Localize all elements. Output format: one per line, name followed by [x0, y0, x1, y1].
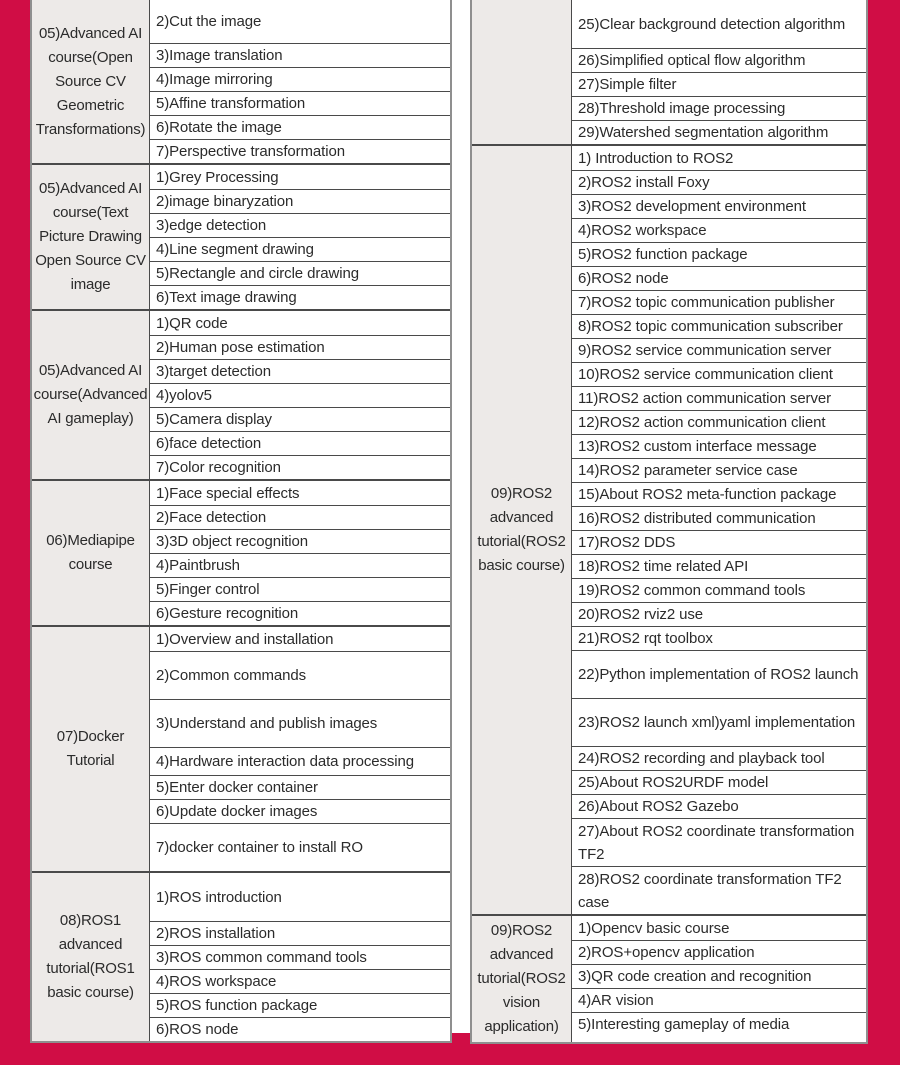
course-item-row: 3)ROS2 development environment [572, 194, 866, 218]
course-item-row: 24)ROS2 recording and playback tool [572, 746, 866, 770]
category-cell: 09)ROS2 advanced tutorial(ROS2 vision application) [472, 916, 572, 1042]
course-item-row: 1)ROS introduction [150, 873, 450, 921]
course-item-row: 5)Enter docker container [150, 775, 450, 799]
course-section [32, 479, 450, 625]
course-item-row: 2)image binaryzation [150, 189, 450, 213]
item-column [572, 146, 866, 914]
course-item-row: 5)Camera display [150, 407, 450, 431]
item-column [572, 0, 866, 144]
course-item-row: 6)Update docker images [150, 799, 450, 823]
course-item-row: 25)Clear background detection algorithm [572, 0, 866, 48]
category-cell: 07)Docker Tutorial [32, 627, 150, 871]
course-item-row: 5)ROS2 function package [572, 242, 866, 266]
course-item-row: 19)ROS2 common command tools [572, 578, 866, 602]
course-item-row: 3)3D object recognition [150, 529, 450, 553]
course-item-row: 7)ROS2 topic communication publisher [572, 290, 866, 314]
course-item-row: 7)docker container to install RO [150, 823, 450, 871]
course-item-row: 6)Gesture recognition [150, 601, 450, 625]
course-item-row: 2)Face detection [150, 505, 450, 529]
course-item-row: 6)ROS node [150, 1017, 450, 1041]
course-item-row: 10)ROS2 service communication client [572, 362, 866, 386]
course-item-row: 1)Opencv basic course [572, 916, 866, 940]
course-item-row: 21)ROS2 rqt toolbox [572, 626, 866, 650]
course-item-row: 4)Hardware interaction data processing [150, 747, 450, 775]
course-item-row: 23)ROS2 launch xml)yaml implementation [572, 698, 866, 746]
course-item-row: 1)Overview and installation [150, 627, 450, 651]
course-item-row: 2)ROS2 install Foxy [572, 170, 866, 194]
course-item-row: 4)yolov5 [150, 383, 450, 407]
course-item-row: 20)ROS2 rviz2 use [572, 602, 866, 626]
course-item-row: 1) Introduction to ROS2 [572, 146, 866, 170]
course-item-row: 3)Image translation [150, 43, 450, 67]
course-item-row: 27)About ROS2 coordinate transformation TF2 [572, 818, 866, 866]
course-item-row: 4)Line segment drawing [150, 237, 450, 261]
category-cell: 05)Advanced AI course(Text Picture Drawing Open Source CV image [32, 165, 150, 309]
course-item-row: 25)About ROS2URDF model [572, 770, 866, 794]
course-item-row: 3)Understand and publish images [150, 699, 450, 747]
course-item-row: 7)Color recognition [150, 455, 450, 479]
course-section [472, 0, 866, 144]
course-item-row: 7)Perspective transformation [150, 139, 450, 163]
course-item-row: 4)Paintbrush [150, 553, 450, 577]
course-item-row: 4)Image mirroring [150, 67, 450, 91]
item-column [150, 311, 450, 479]
course-item-row: 2)Cut the image [150, 0, 450, 43]
course-item-row: 4)ROS2 workspace [572, 218, 866, 242]
course-section [32, 625, 450, 871]
category-cell: 05)Advanced AI course(Open Source CV Geometric Transformations) [32, 0, 150, 163]
category-cell: 05)Advanced AI course(Advanced AI gameplay) [32, 311, 150, 479]
course-item-row: 27)Simple filter [572, 72, 866, 96]
course-item-row: 26)Simplified optical flow algorithm [572, 48, 866, 72]
category-cell: 06)Mediapipe course [32, 481, 150, 625]
course-item-row: 4)AR vision [572, 988, 866, 1012]
course-item-row: 17)ROS2 DDS [572, 530, 866, 554]
left-course-table [30, 0, 452, 1043]
course-item-row: 28)ROS2 coordinate transformation TF2 case [572, 866, 866, 914]
course-section [32, 871, 450, 1041]
category-cell: 08)ROS1 advanced tutorial(ROS1 basic course) [32, 873, 150, 1041]
course-section [472, 144, 866, 914]
item-column [572, 916, 866, 1042]
course-item-row: 13)ROS2 custom interface message [572, 434, 866, 458]
course-item-row: 18)ROS2 time related API [572, 554, 866, 578]
item-column [150, 627, 450, 871]
course-item-row: 5)Interesting gameplay of media [572, 1012, 866, 1036]
course-item-row: 5)Affine transformation [150, 91, 450, 115]
course-item-row: 3)edge detection [150, 213, 450, 237]
course-item-row: 9)ROS2 service communication server [572, 338, 866, 362]
course-item-row: 5)Rectangle and circle drawing [150, 261, 450, 285]
course-item-row: 26)About ROS2 Gazebo [572, 794, 866, 818]
item-column [150, 165, 450, 309]
table-gap-strip [452, 0, 470, 1033]
course-item-row: 29)Watershed segmentation algorithm [572, 120, 866, 144]
course-item-row: 1)Face special effects [150, 481, 450, 505]
course-section [32, 309, 450, 479]
course-item-row: 12)ROS2 action communication client [572, 410, 866, 434]
course-item-row: 16)ROS2 distributed communication [572, 506, 866, 530]
course-item-row: 8)ROS2 topic communication subscriber [572, 314, 866, 338]
course-item-row: 6)face detection [150, 431, 450, 455]
course-item-row: 11)ROS2 action communication server [572, 386, 866, 410]
course-item-row: 3)QR code creation and recognition [572, 964, 866, 988]
item-column [150, 481, 450, 625]
course-section [32, 0, 450, 163]
category-cell [472, 0, 572, 144]
course-item-row: 2)Human pose estimation [150, 335, 450, 359]
item-column [150, 873, 450, 1041]
course-item-row: 5)Finger control [150, 577, 450, 601]
course-item-row: 6)Rotate the image [150, 115, 450, 139]
course-item-row: 2)Common commands [150, 651, 450, 699]
course-item-row: 1)QR code [150, 311, 450, 335]
course-item-row: 5)ROS function package [150, 993, 450, 1017]
course-section [472, 914, 866, 1042]
category-cell: 09)ROS2 advanced tutorial(ROS2 basic course) [472, 146, 572, 914]
course-item-row: 15)About ROS2 meta-function package [572, 482, 866, 506]
course-item-row: 6)ROS2 node [572, 266, 866, 290]
course-item-row: 22)Python implementation of ROS2 launch [572, 650, 866, 698]
course-item-row: 2)ROS installation [150, 921, 450, 945]
course-item-row: 14)ROS2 parameter service case [572, 458, 866, 482]
course-item-row: 2)ROS+opencv application [572, 940, 866, 964]
item-column [150, 0, 450, 163]
course-item-row: 4)ROS workspace [150, 969, 450, 993]
course-item-row: 3)ROS common command tools [150, 945, 450, 969]
course-item-row: 1)Grey Processing [150, 165, 450, 189]
course-item-row: 6)Text image drawing [150, 285, 450, 309]
right-course-table [470, 0, 868, 1044]
course-item-row: 3)target detection [150, 359, 450, 383]
course-item-row: 28)Threshold image processing [572, 96, 866, 120]
course-section [32, 163, 450, 309]
